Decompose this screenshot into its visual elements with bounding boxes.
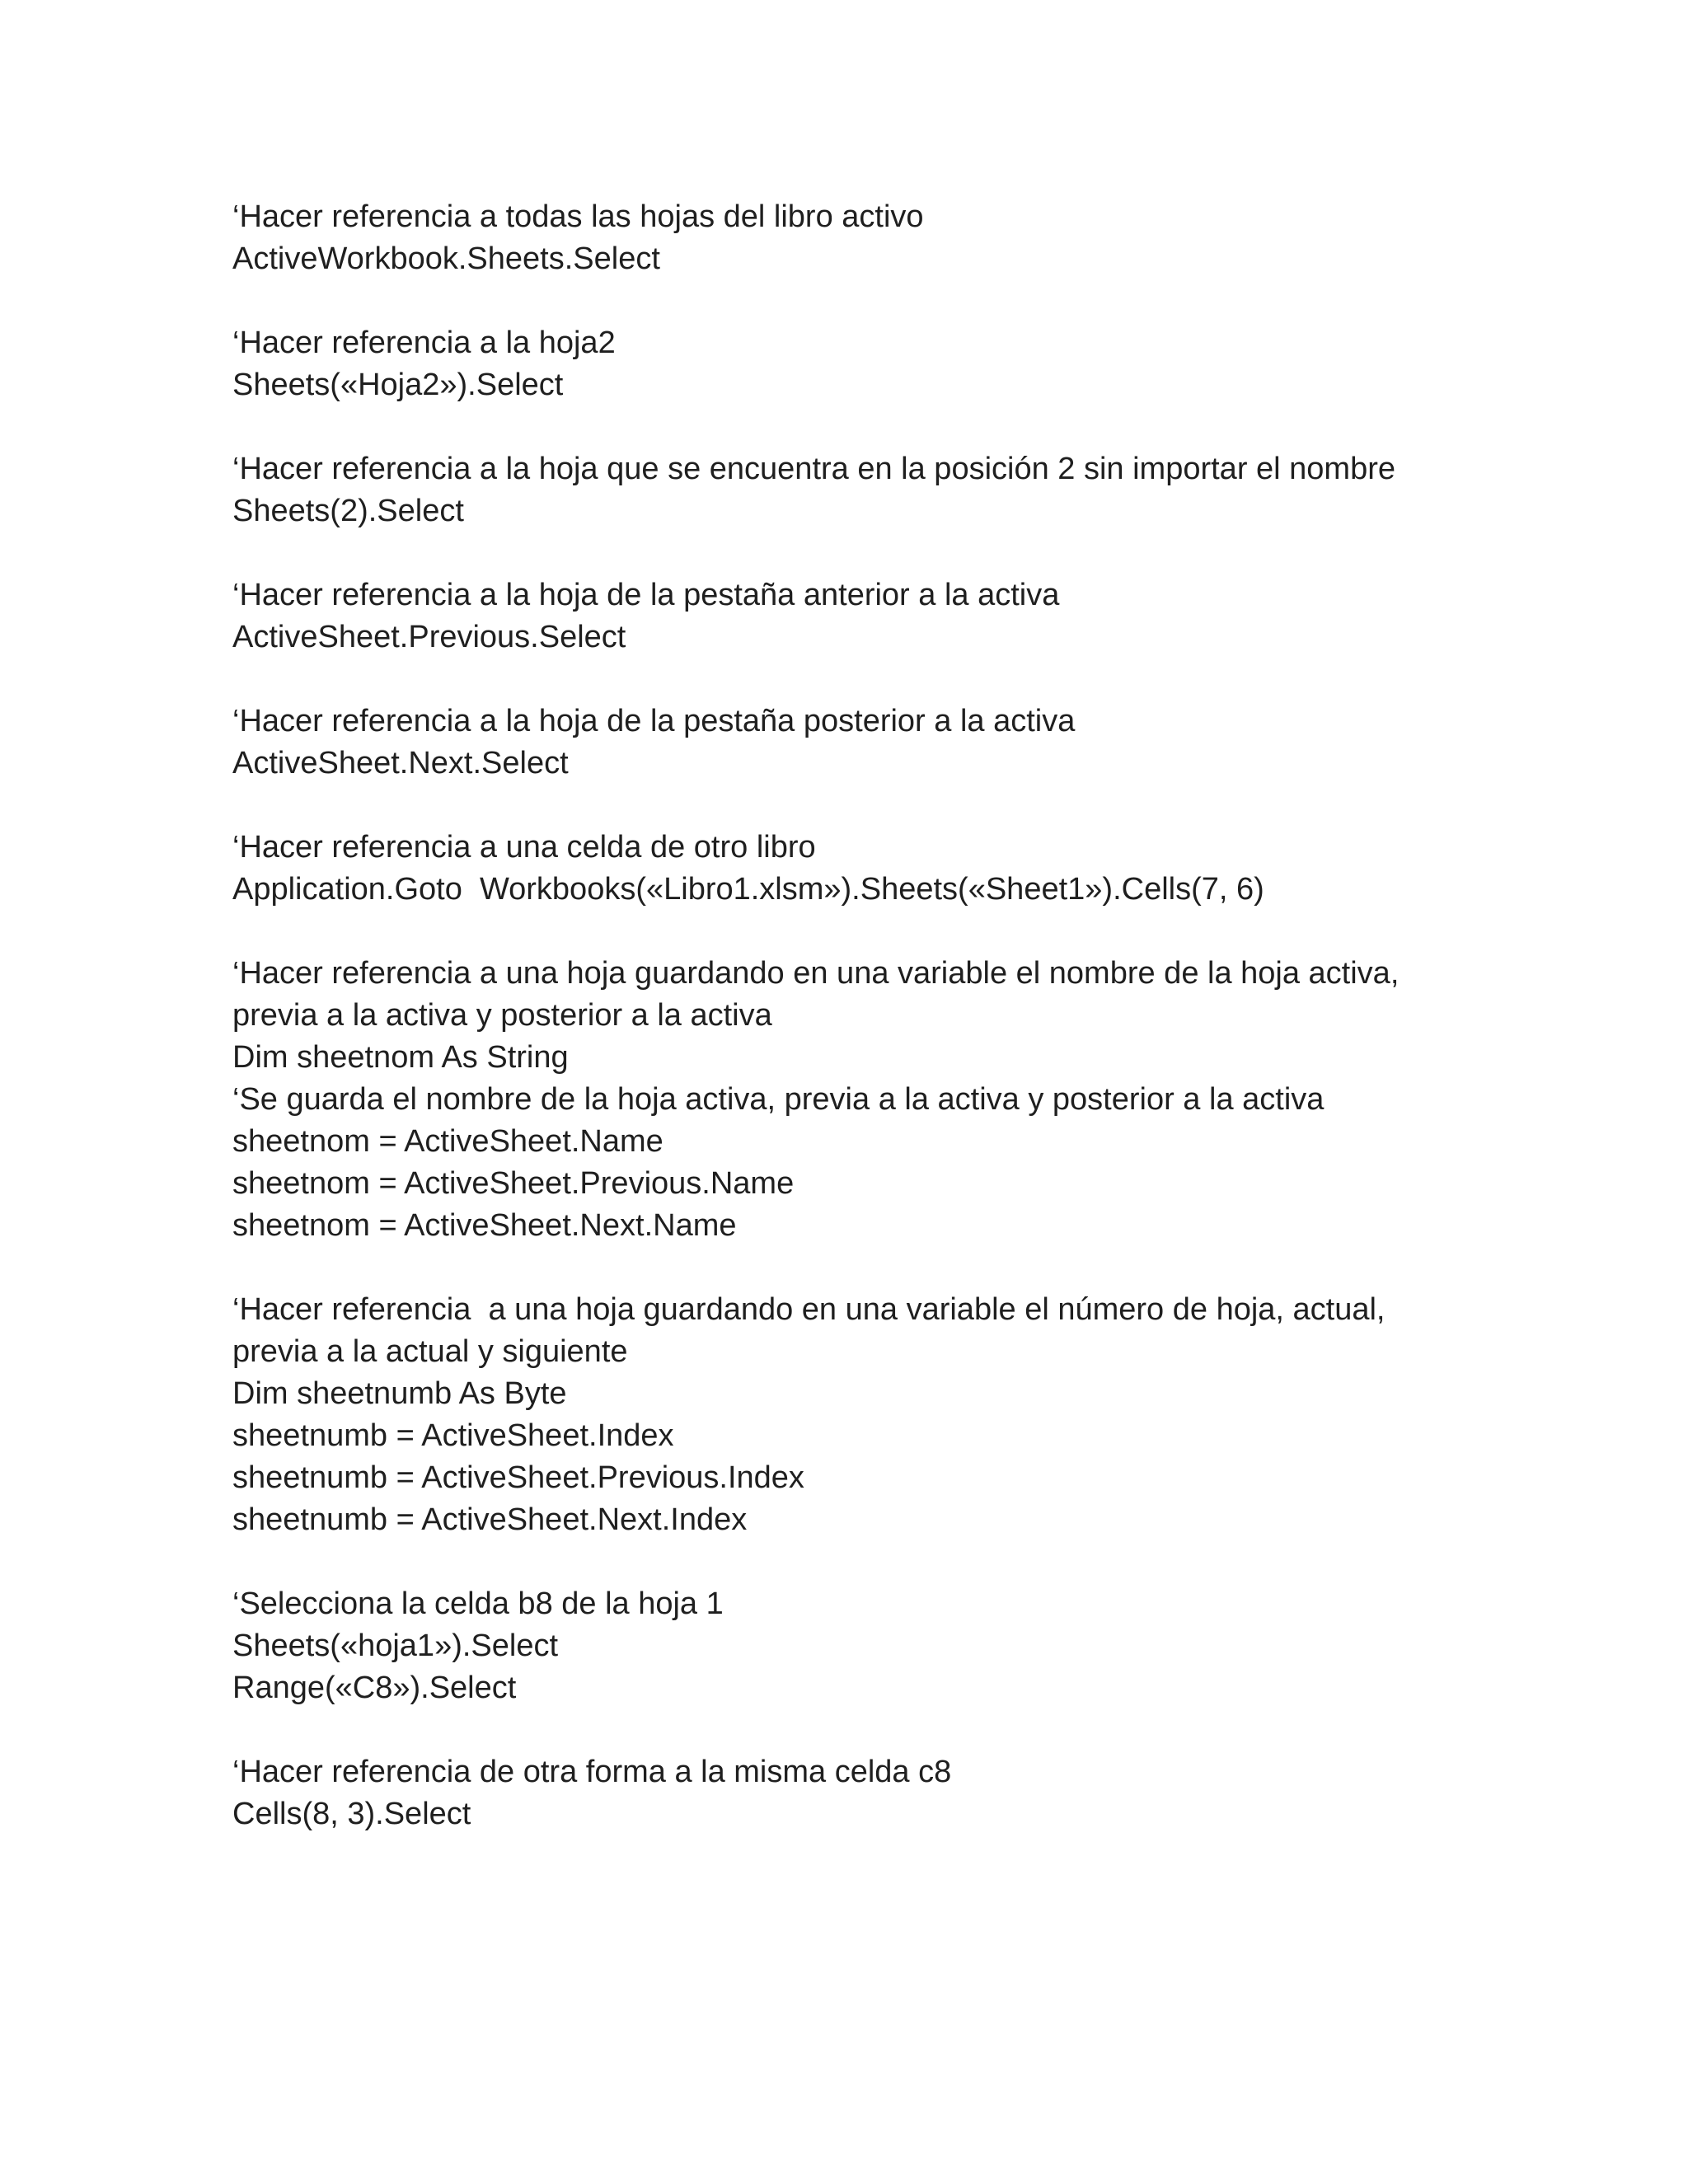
code-line: sheetnumb = ActiveSheet.Index bbox=[232, 1418, 674, 1453]
comment-line: ‘Hacer referencia a una hoja guardando en una variable el número de hoja, actual, bbox=[232, 1292, 1386, 1327]
comment-line: ‘Selecciona la celda b8 de la hoja 1 bbox=[232, 1586, 724, 1621]
code-line: Application.Goto Workbooks(«Libro1.xlsm»).Sheets(«Sheet1»).Cells(7, 6) bbox=[232, 872, 1264, 907]
code-snippet-block bbox=[232, 1583, 1518, 1709]
comment-line: ‘Hacer referencia a todas las hojas del libro activo bbox=[232, 199, 924, 234]
document-body bbox=[232, 196, 1518, 1877]
code-line: Dim sheetnumb As Byte bbox=[232, 1376, 567, 1411]
code-snippet-block bbox=[232, 448, 1518, 532]
code-snippet-block bbox=[232, 322, 1518, 406]
code-line: previa a la activa y posterior a la activa bbox=[232, 998, 772, 1033]
code-line: sheetnom = ActiveSheet.Previous.Name bbox=[232, 1166, 795, 1201]
code-line: sheetnumb = ActiveSheet.Previous.Index bbox=[232, 1460, 804, 1495]
code-snippet-block bbox=[232, 1751, 1518, 1835]
code-snippet-block bbox=[232, 953, 1518, 1247]
comment-line: ‘Hacer referencia a la hoja de la pestaña anterior a la activa bbox=[232, 578, 1060, 612]
code-line: ActiveSheet.Previous.Select bbox=[232, 620, 626, 654]
code-snippet-block bbox=[232, 1289, 1518, 1541]
code-snippet-block bbox=[232, 574, 1518, 658]
code-line: sheetnom = ActiveSheet.Name bbox=[232, 1124, 663, 1159]
code-line: Sheets(«hoja1»).Select bbox=[232, 1629, 559, 1663]
comment-line: ‘Se guarda el nombre de la hoja activa, previa a la activa y posterior a la activa bbox=[232, 1082, 1325, 1117]
comment-line: ‘Hacer referencia de otra forma a la misma celda c8 bbox=[232, 1755, 952, 1789]
comment-line: ‘Hacer referencia a la hoja que se encuentra en la posición 2 sin importar el nombre bbox=[232, 452, 1396, 486]
comment-line: ‘Hacer referencia a una celda de otro libro bbox=[232, 830, 816, 865]
code-snippet-block bbox=[232, 827, 1518, 911]
code-line: Cells(8, 3).Select bbox=[232, 1797, 471, 1831]
code-line: Dim sheetnom As String bbox=[232, 1040, 569, 1075]
code-line: sheetnumb = ActiveSheet.Next.Index bbox=[232, 1502, 748, 1537]
code-line: previa a la actual y siguiente bbox=[232, 1334, 628, 1369]
code-line: Sheets(2).Select bbox=[232, 494, 464, 528]
code-snippet-block bbox=[232, 701, 1518, 785]
code-line: Range(«C8»).Select bbox=[232, 1671, 517, 1705]
code-line: sheetnom = ActiveSheet.Next.Name bbox=[232, 1208, 737, 1243]
code-snippet-block bbox=[232, 196, 1518, 280]
comment-line: ‘Hacer referencia a una hoja guardando en una variable el nombre de la hoja activa, bbox=[232, 956, 1400, 991]
comment-line: ‘Hacer referencia a la hoja2 bbox=[232, 326, 616, 360]
code-line: ActiveWorkbook.Sheets.Select bbox=[232, 241, 660, 276]
code-line: Sheets(«Hoja2»).Select bbox=[232, 368, 564, 402]
code-line: ActiveSheet.Next.Select bbox=[232, 746, 569, 780]
comment-line: ‘Hacer referencia a la hoja de la pestaña posterior a la activa bbox=[232, 704, 1076, 738]
